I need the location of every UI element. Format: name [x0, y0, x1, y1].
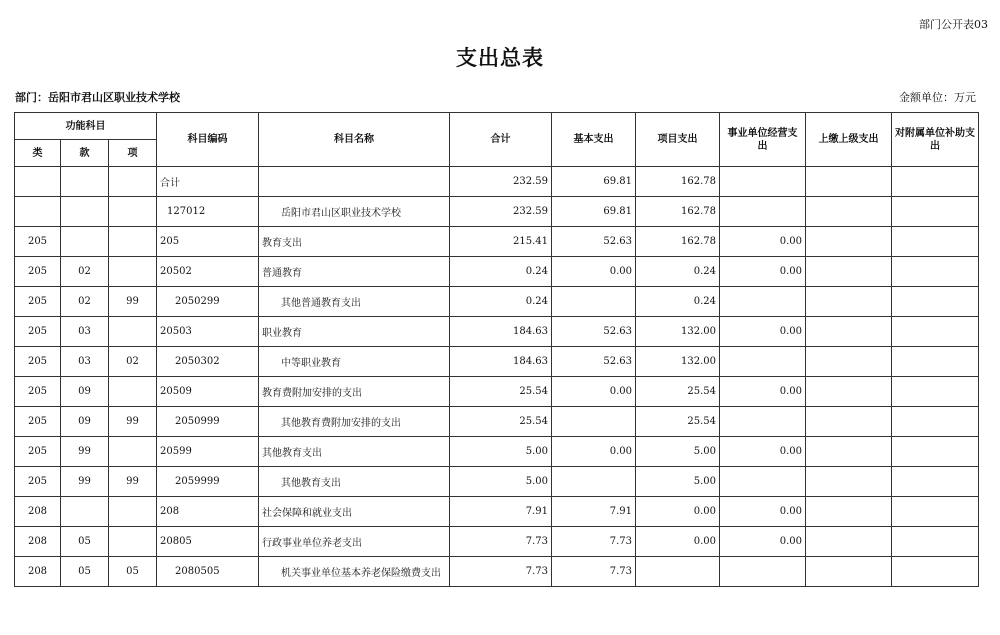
cell-basic: 0.00 [552, 377, 636, 407]
cell-project: 25.54 [636, 407, 720, 437]
cell-total: 7.91 [450, 497, 552, 527]
cell-xiang: 99 [109, 407, 157, 437]
cell-xiang [109, 227, 157, 257]
cell-subsidy [892, 407, 979, 437]
cell-lei: 205 [15, 437, 61, 467]
cell-project: 0.24 [636, 257, 720, 287]
cell-xiang: 99 [109, 467, 157, 497]
cell-total: 5.00 [450, 467, 552, 497]
cell-project: 0.24 [636, 287, 720, 317]
cell-basic: 69.81 [552, 167, 636, 197]
table-row [15, 197, 979, 227]
table-row [15, 287, 979, 317]
cell-business [720, 467, 806, 497]
cell-business: 0.00 [720, 257, 806, 287]
table-row [15, 257, 979, 287]
cell-kuan [61, 497, 109, 527]
cell-basic [552, 467, 636, 497]
cell-basic: 7.91 [552, 497, 636, 527]
cell-lei: 205 [15, 317, 61, 347]
header-upper-payment: 上缴上级支出 [806, 113, 892, 167]
cell-total: 7.73 [450, 527, 552, 557]
cell-basic [552, 407, 636, 437]
cell-upper [806, 527, 892, 557]
cell-total: 232.59 [450, 167, 552, 197]
table-row [15, 497, 979, 527]
page-title: 支出总表 [456, 46, 544, 70]
cell-business [720, 167, 806, 197]
header-basic-expenditure: 基本支出 [552, 113, 636, 167]
cell-project: 162.78 [636, 167, 720, 197]
cell-total: 232.59 [450, 197, 552, 227]
cell-project: 162.78 [636, 227, 720, 257]
cell-subsidy [892, 227, 979, 257]
cell-basic: 52.63 [552, 227, 636, 257]
cell-lei: 205 [15, 227, 61, 257]
cell-upper [806, 227, 892, 257]
table-row [15, 467, 979, 497]
cell-kuan: 05 [61, 527, 109, 557]
cell-xiang: 02 [109, 347, 157, 377]
cell-subject-code: 合计 [157, 167, 259, 197]
cell-lei: 208 [15, 497, 61, 527]
cell-xiang [109, 317, 157, 347]
cell-business: 0.00 [720, 497, 806, 527]
cell-subsidy [892, 167, 979, 197]
cell-lei: 205 [15, 377, 61, 407]
cell-xiang: 99 [109, 287, 157, 317]
cell-subsidy [892, 497, 979, 527]
cell-xiang [109, 527, 157, 557]
cell-business: 0.00 [720, 227, 806, 257]
amount-unit-label: 金额单位：万元 [899, 91, 976, 104]
cell-project: 0.00 [636, 527, 720, 557]
cell-lei: 205 [15, 467, 61, 497]
cell-subject-name: 普通教育 [259, 257, 450, 287]
department-label: 部门：岳阳市君山区职业技术学校 [15, 91, 180, 104]
cell-subject-name: 职业教育 [259, 317, 450, 347]
table-row [15, 227, 979, 257]
cell-total: 25.54 [450, 407, 552, 437]
cell-kuan: 02 [61, 257, 109, 287]
cell-subject-name: 其他教育支出 [259, 437, 450, 467]
table-row [15, 347, 979, 377]
cell-subject-code: 208 [157, 497, 259, 527]
header-business-expenditure: 事业单位经营支出 [720, 113, 806, 167]
cell-xiang [109, 497, 157, 527]
header-xiang: 项 [109, 140, 157, 167]
cell-kuan [61, 227, 109, 257]
cell-upper [806, 317, 892, 347]
cell-basic: 7.73 [552, 527, 636, 557]
cell-lei [15, 167, 61, 197]
cell-xiang [109, 257, 157, 287]
cell-subject-name: 中等职业教育 [259, 347, 450, 377]
cell-kuan: 02 [61, 287, 109, 317]
cell-subsidy [892, 557, 979, 587]
cell-kuan [61, 197, 109, 227]
cell-kuan: 99 [61, 467, 109, 497]
header-project-expenditure: 项目支出 [636, 113, 720, 167]
cell-business [720, 557, 806, 587]
table-row [15, 527, 979, 557]
cell-upper [806, 437, 892, 467]
cell-subject-code: 20509 [157, 377, 259, 407]
cell-subject-name: 行政事业单位养老支出 [259, 527, 450, 557]
cell-business: 0.00 [720, 437, 806, 467]
cell-project: 5.00 [636, 437, 720, 467]
cell-business [720, 287, 806, 317]
cell-upper [806, 167, 892, 197]
cell-lei: 205 [15, 257, 61, 287]
cell-subsidy [892, 317, 979, 347]
table-row [15, 437, 979, 467]
cell-upper [806, 557, 892, 587]
cell-xiang [109, 167, 157, 197]
cell-kuan [61, 167, 109, 197]
header-kuan: 款 [61, 140, 109, 167]
cell-basic: 52.63 [552, 347, 636, 377]
header-function-subject: 功能科目 [15, 113, 157, 140]
cell-basic [552, 287, 636, 317]
table-row [15, 407, 979, 437]
cell-project: 5.00 [636, 467, 720, 497]
cell-subsidy [892, 347, 979, 377]
cell-basic: 52.63 [552, 317, 636, 347]
header-total: 合计 [450, 113, 552, 167]
cell-lei: 205 [15, 287, 61, 317]
cell-kuan: 09 [61, 377, 109, 407]
cell-total: 184.63 [450, 347, 552, 377]
cell-subsidy [892, 527, 979, 557]
cell-subject-name: 其他普通教育支出 [259, 287, 450, 317]
cell-upper [806, 407, 892, 437]
table-row [15, 557, 979, 587]
cell-subject-code: 20503 [157, 317, 259, 347]
cell-upper [806, 467, 892, 497]
cell-project [636, 557, 720, 587]
cell-lei: 208 [15, 557, 61, 587]
cell-project: 0.00 [636, 497, 720, 527]
cell-subject-code: 20805 [157, 527, 259, 557]
cell-business [720, 197, 806, 227]
cell-upper [806, 257, 892, 287]
cell-subject-name: 机关事业单位基本养老保险缴费支出 [259, 557, 450, 587]
cell-total: 215.41 [450, 227, 552, 257]
cell-xiang: 05 [109, 557, 157, 587]
table-row [15, 167, 979, 197]
cell-subject-code: 127012 [157, 197, 259, 227]
cell-business: 0.00 [720, 527, 806, 557]
cell-kuan: 03 [61, 317, 109, 347]
cell-subsidy [892, 437, 979, 467]
cell-subject-code: 2050999 [157, 407, 259, 437]
cell-lei: 205 [15, 347, 61, 377]
cell-total: 184.63 [450, 317, 552, 347]
cell-upper [806, 197, 892, 227]
cell-project: 25.54 [636, 377, 720, 407]
cell-xiang [109, 377, 157, 407]
cell-subject-name: 岳阳市君山区职业技术学校 [259, 197, 450, 227]
cell-basic: 0.00 [552, 437, 636, 467]
cell-subject-code: 20502 [157, 257, 259, 287]
cell-subject-code: 205 [157, 227, 259, 257]
cell-upper [806, 347, 892, 377]
cell-subsidy [892, 467, 979, 497]
cell-business: 0.00 [720, 317, 806, 347]
cell-total: 0.24 [450, 287, 552, 317]
cell-kuan: 99 [61, 437, 109, 467]
header-subsidy: 对附属单位补助支出 [892, 113, 979, 167]
cell-upper [806, 497, 892, 527]
header-lei: 类 [15, 140, 61, 167]
cell-project: 132.00 [636, 347, 720, 377]
cell-subsidy [892, 377, 979, 407]
cell-upper [806, 287, 892, 317]
cell-kuan: 03 [61, 347, 109, 377]
cell-subject-code: 2059999 [157, 467, 259, 497]
cell-subject-name: 教育费附加安排的支出 [259, 377, 450, 407]
cell-subsidy [892, 257, 979, 287]
cell-lei [15, 197, 61, 227]
cell-subject-name [259, 167, 450, 197]
cell-subject-code: 2050302 [157, 347, 259, 377]
table-row [15, 317, 979, 347]
cell-subject-code: 2050299 [157, 287, 259, 317]
table-row [15, 377, 979, 407]
cell-kuan: 09 [61, 407, 109, 437]
header-subject-name: 科目名称 [259, 113, 450, 167]
cell-total: 5.00 [450, 437, 552, 467]
cell-lei: 205 [15, 407, 61, 437]
cell-basic: 69.81 [552, 197, 636, 227]
cell-basic: 0.00 [552, 257, 636, 287]
cell-total: 0.24 [450, 257, 552, 287]
cell-business [720, 407, 806, 437]
cell-subsidy [892, 287, 979, 317]
cell-subject-code: 20599 [157, 437, 259, 467]
cell-xiang [109, 437, 157, 467]
cell-subject-name: 教育支出 [259, 227, 450, 257]
cell-xiang [109, 197, 157, 227]
cell-kuan: 05 [61, 557, 109, 587]
cell-lei: 208 [15, 527, 61, 557]
cell-subsidy [892, 197, 979, 227]
header-subject-code: 科目编码 [157, 113, 259, 167]
cell-upper [806, 377, 892, 407]
cell-project: 162.78 [636, 197, 720, 227]
cell-basic: 7.73 [552, 557, 636, 587]
cell-business [720, 347, 806, 377]
expenditure-table [14, 112, 979, 587]
cell-project: 132.00 [636, 317, 720, 347]
cell-subject-name: 其他教育费附加安排的支出 [259, 407, 450, 437]
cell-total: 25.54 [450, 377, 552, 407]
cell-subject-name: 其他教育支出 [259, 467, 450, 497]
form-number: 部门公开表03 [919, 18, 988, 31]
cell-business: 0.00 [720, 377, 806, 407]
cell-subject-name: 社会保障和就业支出 [259, 497, 450, 527]
cell-total: 7.73 [450, 557, 552, 587]
cell-subject-code: 2080505 [157, 557, 259, 587]
